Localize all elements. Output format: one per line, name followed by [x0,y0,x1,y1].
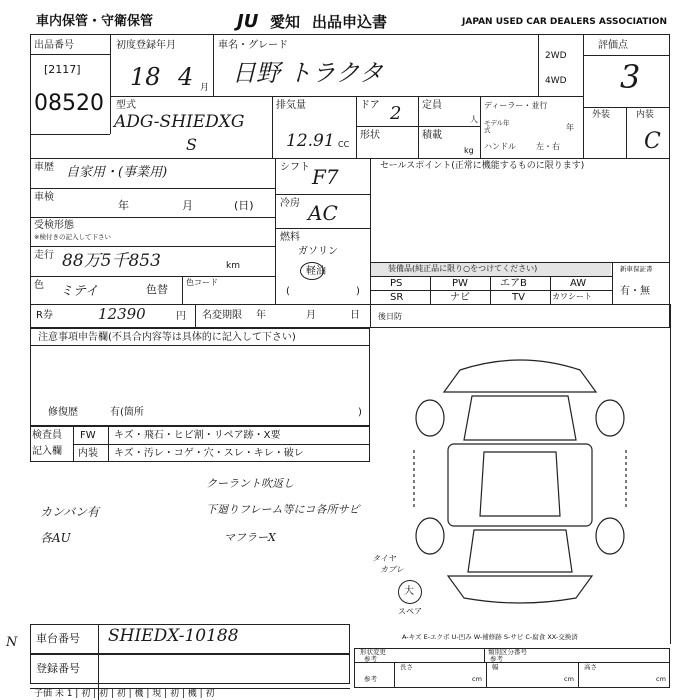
notes-label: 注意事項申告欄(不具合内容等は具体的に記入して下さい) [38,332,296,343]
shift-value: F7 [312,165,339,189]
margin-mark: N [6,635,18,650]
shape-change-ref: 参考 [364,655,377,663]
form-title: 出品申込書 [312,13,388,31]
divider [275,194,370,195]
aircon-value: AC [308,201,338,225]
color-label: 色 [34,280,44,291]
doors-value: 2 [390,103,402,124]
repair-label: 修復歴 [48,407,78,418]
equipment-item: ナビ [450,292,470,303]
color-value: ミテイ [60,284,99,299]
inspection-day: (日) [234,199,254,212]
drive-2wd: 2WD [545,51,567,61]
inspector-entry-label: 記入欄 [32,446,62,457]
divider [30,188,275,189]
divider [356,126,480,127]
inspector-label: 検査員 [32,430,62,441]
remark-line: マフラーX [224,531,276,544]
interior-label: 内装 [636,110,655,120]
car-damage-diagram [400,340,640,610]
rating-value: 3 [620,58,641,96]
divider [583,34,584,158]
spare-mark: 大 [404,586,414,597]
remark-line: 下廻りフレーム等にコ各所サビ [206,503,360,516]
bottom-strip: 子価 未 1 | 初 | 初 | 初 | 機 | 現 | 初 | 機 | 初 [34,689,215,699]
divider [356,96,357,158]
rating-label: 評価点 [598,40,628,51]
fuel-gasoline: ガソリン [298,246,338,257]
recycle-label: R券 [36,310,53,321]
category-ref: 参考 [490,655,503,663]
plate-label: 登録番号 [36,662,80,675]
tire-label: タイヤ [372,554,396,563]
recycle-value: 12390 [98,305,146,323]
inspector-interior-items: キズ・汚レ・コゲ・穴・スレ・キレ・破レ [114,448,304,459]
doors-label: ドア [360,100,380,111]
diagram-hood [464,396,576,440]
divider [486,662,487,688]
equipment-item: PW [452,278,468,289]
inspection-year: 年 [118,199,129,212]
divider [30,134,110,135]
grade-value: S [186,135,197,154]
divider [550,276,551,304]
damage-legend: A-キズ E-エクボ U-凹み W-補修跡 S-サビ C-腐食 XX-交換済 [402,633,578,641]
divider [108,426,109,462]
drive-4wd: 4WD [545,76,567,86]
divider [30,276,275,277]
color-code-label: 色コード [186,278,218,287]
divider [670,304,671,644]
divider [583,55,670,56]
lot-label: 出品番号 [34,40,74,51]
ju-logo: JU [237,11,259,32]
divider [110,34,111,134]
ownership-day: 日 [350,310,360,321]
inspection-month: 月 [182,199,193,212]
history-value: 自家用・(事業用) [66,165,168,180]
divider [370,304,371,328]
divider [30,345,370,346]
size-ref-label: 参考 [364,675,377,683]
equipment-item: PS [390,278,403,289]
divider [370,290,612,291]
equipment-item: AW [570,278,587,289]
divider [538,34,539,96]
handle-value: 左・右 [536,142,560,151]
history-label: 車歴 [34,162,54,173]
association-name: JAPAN USED CAR DEALERS ASSOCIATION [462,17,667,27]
divider [430,276,431,304]
equipment-label: 装備品(純正品に限り○をつけてください) [388,264,538,273]
length-label: 長さ [400,663,413,671]
displacement-label: 排気量 [276,100,306,111]
divider [213,34,214,96]
displacement-unit: CC [338,140,350,149]
fuel-other-close: ) [356,286,360,297]
model-year-unit: 年 [566,123,574,132]
divider [195,304,196,328]
diagram-left-front-wheel [416,400,444,436]
fuel-label: 燃料 [280,232,300,243]
exterior-label: 外装 [592,110,611,120]
model-year-label: モデル年式 [484,119,510,135]
selling-points-label: セールスポイント(正常に機能するものに限ります) [380,161,585,171]
width-unit: cm [564,675,574,683]
inspector-fw-tag: FW [80,430,96,441]
shape-change-label: 形状変更 [360,648,386,656]
car-name-value: 日野 トラクタ [232,59,384,87]
divider [394,662,395,688]
equipment-item: エアB [500,278,527,289]
model-value: ADG-SHIEDXG [114,112,245,132]
category-label: 類別区分番号 [488,648,527,656]
height-label: 高さ [584,663,597,671]
diagram-front-bumper [444,360,596,392]
ownership-year: 年 [256,310,266,321]
diesel-circle [300,262,324,280]
equipment-item: SR [390,292,404,303]
diagram-right-front-wheel [596,400,624,436]
fuel-diesel: 軽油 [306,266,326,277]
diagram-body [448,444,592,526]
repair-value: 有(箇所 [110,407,144,418]
handle-label: ハンドル [484,142,516,151]
divider [275,158,276,304]
inspector-fw-items: キズ・飛石・ヒビ割・リペア跡・X要 [114,430,281,441]
divider [73,444,370,445]
chassis-label: 車台番号 [36,632,80,645]
divider [30,217,275,218]
inspection-label: 車検 [34,192,54,203]
load-label: 積載 [422,130,442,141]
divider [490,276,491,304]
brand-name: 愛知 [270,13,301,31]
divider [182,276,183,304]
height-unit: cm [656,675,666,683]
width-label: 幅 [492,663,499,671]
divider [30,54,110,55]
storage-label: 車内保管・守衛保管 [36,14,154,29]
length-unit: cm [472,675,482,683]
chassis-value: SHIEDX-10188 [108,626,239,646]
divider [578,662,579,688]
spare-label: スペア [398,607,422,616]
color-change-label: 色替 [146,283,168,296]
divider [275,228,370,229]
registration-month: 4 [178,63,194,91]
load-unit: kg [464,146,474,155]
lot-code: [2117] [44,63,81,76]
diagram-rear [468,530,572,572]
diagram-rear-bumper [448,576,592,603]
tire-sub-label: カブレ [380,565,404,574]
divider [110,96,583,97]
ownership-month: 月 [306,310,316,321]
repair-close: ) [358,407,362,418]
divider [480,96,481,158]
dealer-label: ディーラー・並行 [484,101,548,110]
divider [612,262,613,304]
capacity-unit: 人 [470,115,478,124]
car-name-label: 車名・グレード [218,40,288,51]
new-car-cert-label: 新車保証書 [620,265,653,273]
receipt-note: ※検付きの記入して下さい [34,233,111,241]
registration-label: 初度登録年月 [116,40,176,51]
mileage-value: 88万5千853 [62,251,161,271]
divider [418,96,419,158]
post-fit-label: 後日防 [378,312,402,321]
divider [30,246,275,247]
remark-line: 各AU [40,531,71,545]
fuel-other-open: ( [286,286,290,297]
registration-month-unit: 月 [200,83,210,93]
ownership-label: 名変期限 [202,310,242,321]
equipment-item: カワシート [552,292,592,301]
inspector-interior-tag: 内装 [78,448,98,459]
diagram-left-rear-wheel [416,518,444,554]
recycle-unit: 円 [176,311,186,322]
divider [484,648,485,662]
divider [626,107,627,158]
diagram-right-rear-wheel [596,518,624,554]
capacity-label: 定員 [422,100,442,111]
mileage-label: 走行 [34,250,54,261]
equipment-item: TV [512,292,525,303]
divider [30,158,670,159]
shift-label: シフト [280,162,310,173]
displacement-value: 12.91 [286,131,335,151]
aircon-label: 冷房 [280,198,300,209]
lot-number: 08520 [34,91,104,116]
remark-line: カンバン有 [40,505,100,519]
receipt-label: 受検形態 [34,220,74,231]
model-label: 型式 [116,100,136,111]
diagram-roof [480,452,560,516]
mileage-unit: km [226,261,240,271]
new-car-cert-value: 有・無 [620,286,650,297]
divider [370,158,371,304]
divider [272,96,273,158]
shape-label: 形状 [360,130,380,141]
interior-rating-value: C [644,129,661,154]
divider [370,276,612,277]
registration-year: 18 [130,63,161,91]
remark-line: クーラント吹返し [206,477,294,490]
